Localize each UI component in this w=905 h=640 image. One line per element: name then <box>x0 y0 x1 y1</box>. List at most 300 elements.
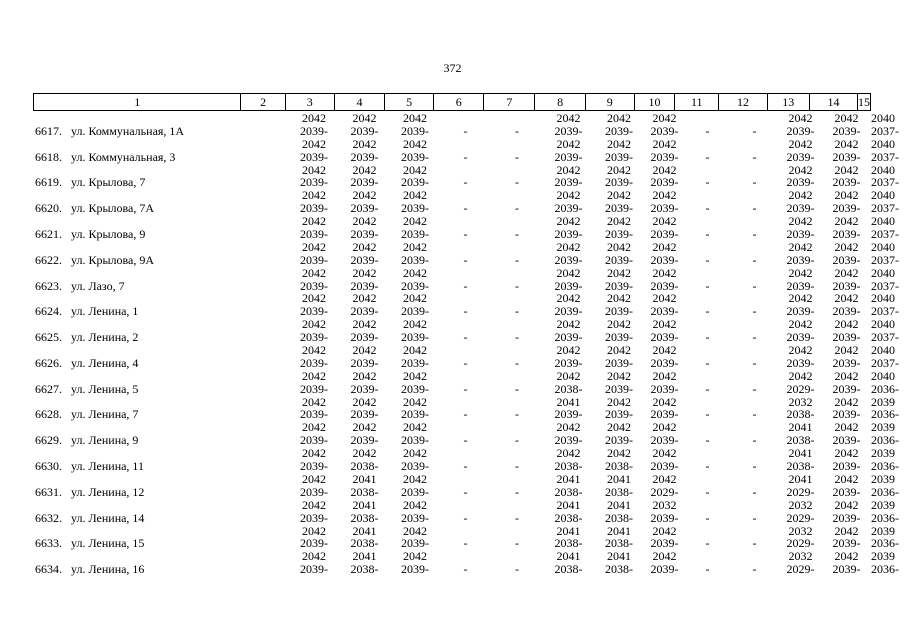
cell-col-10: 2042 <box>652 111 677 125</box>
cell-col-10: 2042 <box>652 188 677 203</box>
cell-col-4: 2039- <box>350 201 379 216</box>
cell-col-3: 2039- <box>300 175 328 190</box>
cell-col-5: 2042 <box>403 343 427 358</box>
cell-col-3: 2039- <box>300 433 328 448</box>
table-row <box>33 484 899 499</box>
table-row-continuation <box>33 188 895 203</box>
cell-col-4: 2039- <box>350 330 379 345</box>
cell-col-6: - <box>463 355 468 370</box>
cell-col-12: - <box>752 536 757 551</box>
cell-col-4: 2039- <box>350 407 379 422</box>
cell-col-5: 2042 <box>403 291 427 306</box>
cell-col-5: 2039- <box>401 355 429 370</box>
cell-col-9: 2041 <box>607 497 631 512</box>
address-name: ул. Ленина, 11 <box>71 459 144 474</box>
table-row <box>33 355 899 370</box>
cell-col-15: 2040 <box>871 265 895 280</box>
cell-col-13: 2038- <box>786 459 815 474</box>
cell-col-15: 2037- <box>871 304 899 319</box>
cell-col-3: 2039- <box>300 149 328 164</box>
cell-col-15: 2037- <box>871 149 899 164</box>
cell-col-13: 2042 <box>788 317 813 332</box>
cell-col-13: 2032 <box>788 523 813 538</box>
cell-col-10: 2039- <box>650 536 679 551</box>
cell-col-10: 2042 <box>652 291 677 306</box>
cell-col-11: - <box>705 433 710 448</box>
cell-col-11: - <box>705 304 710 319</box>
cell-col-3: 2039- <box>300 330 328 345</box>
cell-col-6: - <box>463 381 468 396</box>
cell-col-8: 2042 <box>556 446 581 461</box>
cell-col-12: - <box>752 484 757 499</box>
cell-col-13: 2032 <box>788 394 813 409</box>
cell-col-11: - <box>705 381 710 396</box>
cell-col-10: 2042 <box>652 136 677 151</box>
cell-col-5: 2042 <box>403 188 427 203</box>
cell-col-15: 2037- <box>871 201 899 216</box>
cell-col-14: 2042 <box>834 291 859 306</box>
cell-col-9: 2039- <box>605 252 633 267</box>
table-row <box>33 407 899 422</box>
cell-col-6: - <box>463 149 468 164</box>
address-name: ул. Ленина, 7 <box>71 407 139 422</box>
cell-col-6: - <box>463 433 468 448</box>
cell-col-8: 2042 <box>556 188 581 203</box>
cell-col-12: - <box>752 330 757 345</box>
table-row <box>33 175 899 190</box>
cell-col-6: - <box>463 510 468 525</box>
cell-col-8: 2039- <box>554 123 583 138</box>
cell-col-12: - <box>752 304 757 319</box>
cell-col-5: 2039- <box>401 562 429 577</box>
cell-col-8: 2039- <box>554 149 583 164</box>
cell-col-8: 2041 <box>556 497 581 512</box>
table-row <box>33 536 899 551</box>
cell-col-15: 2039 <box>871 523 895 538</box>
table-row-continuation <box>33 471 895 486</box>
cell-col-3: 2042 <box>302 394 326 409</box>
cell-col-15: 2037- <box>871 123 899 138</box>
cell-col-5: 2042 <box>403 265 427 280</box>
cell-col-5: 2042 <box>403 317 427 332</box>
cell-col-9: 2039- <box>605 227 633 242</box>
cell-col-10: 2039- <box>650 330 679 345</box>
table-row <box>33 330 899 345</box>
cell-col-6: - <box>463 459 468 474</box>
cell-col-9: 2042 <box>607 136 631 151</box>
cell-col-11: - <box>705 536 710 551</box>
cell-col-3: 2039- <box>300 407 328 422</box>
cell-col-14: 2039- <box>832 330 861 345</box>
cell-col-13: 2042 <box>788 265 813 280</box>
cell-col-13: 2029- <box>786 562 815 577</box>
cell-col-11: - <box>705 484 710 499</box>
cell-col-15: 2040 <box>871 136 895 151</box>
cell-col-9: 2039- <box>605 304 633 319</box>
cell-col-8: 2041 <box>556 471 581 486</box>
cell-col-3: 2042 <box>302 214 326 229</box>
row-number: 6631. <box>35 484 62 499</box>
cell-col-9: 2039- <box>605 201 633 216</box>
cell-col-8: 2042 <box>556 368 581 383</box>
cell-col-14: 2042 <box>834 111 859 125</box>
header-cell-col-13: 13 <box>768 94 810 110</box>
cell-col-12: - <box>752 278 757 293</box>
cell-col-7: - <box>515 252 519 267</box>
cell-col-7: - <box>515 459 519 474</box>
cell-col-15: 2039 <box>871 420 895 435</box>
cell-col-8: 2042 <box>556 239 581 254</box>
table-row <box>33 252 899 267</box>
cell-col-15: 2040 <box>871 317 895 332</box>
cell-col-5: 2039- <box>401 252 429 267</box>
cell-col-13: 2042 <box>788 111 813 125</box>
cell-col-14: 2039- <box>832 123 861 138</box>
table-row <box>33 278 899 293</box>
cell-col-13: 2039- <box>786 123 815 138</box>
cell-col-14: 2042 <box>834 471 859 486</box>
cell-col-3: 2039- <box>300 381 328 396</box>
cell-col-12: - <box>752 510 757 525</box>
cell-col-15: 2036- <box>871 433 899 448</box>
cell-col-3: 2042 <box>302 317 326 332</box>
cell-col-14: 2039- <box>832 433 861 448</box>
cell-col-7: - <box>515 536 519 551</box>
cell-col-5: 2042 <box>403 214 427 229</box>
cell-col-4: 2042 <box>352 317 377 332</box>
cell-col-10: 2039- <box>650 201 679 216</box>
cell-col-5: 2039- <box>401 123 429 138</box>
cell-col-5: 2042 <box>403 523 427 538</box>
cell-col-13: 2042 <box>788 239 813 254</box>
row-number: 6621. <box>35 227 62 242</box>
cell-col-13: 2029- <box>786 484 815 499</box>
cell-col-10: 2039- <box>650 510 679 525</box>
table-row-continuation <box>33 343 895 358</box>
cell-col-15: 2040 <box>871 188 895 203</box>
cell-col-8: 2039- <box>554 433 583 448</box>
cell-col-4: 2042 <box>352 111 377 125</box>
cell-col-13: 2039- <box>786 278 815 293</box>
cell-col-14: 2042 <box>834 343 859 358</box>
cell-col-6: - <box>463 330 468 345</box>
cell-col-12: - <box>752 252 757 267</box>
cell-col-13: 2042 <box>788 162 813 177</box>
cell-col-15: 2037- <box>871 355 899 370</box>
cell-col-4: 2041 <box>352 523 377 538</box>
cell-col-5: 2039- <box>401 407 429 422</box>
table-row-continuation <box>33 523 895 538</box>
cell-col-4: 2038- <box>350 510 379 525</box>
cell-col-5: 2039- <box>401 484 429 499</box>
cell-col-6: - <box>463 123 468 138</box>
cell-col-13: 2029- <box>786 536 815 551</box>
row-number: 6626. <box>35 355 62 370</box>
cell-col-9: 2039- <box>605 407 633 422</box>
cell-col-4: 2038- <box>350 536 379 551</box>
cell-col-14: 2042 <box>834 188 859 203</box>
table-row-continuation <box>33 394 895 409</box>
header-cell-col-14: 14 <box>810 94 858 110</box>
cell-col-14: 2039- <box>832 201 861 216</box>
row-number: 6628. <box>35 407 62 422</box>
cell-col-8: 2039- <box>554 304 583 319</box>
cell-col-3: 2039- <box>300 304 328 319</box>
cell-col-13: 2032 <box>788 497 813 512</box>
table-row-continuation <box>33 162 895 177</box>
cell-col-5: 2039- <box>401 304 429 319</box>
cell-col-15: 2036- <box>871 484 899 499</box>
cell-col-3: 2042 <box>302 420 326 435</box>
row-number: 6625. <box>35 330 62 345</box>
cell-col-9: 2041 <box>607 471 631 486</box>
cell-col-8: 2042 <box>556 343 581 358</box>
cell-col-3: 2042 <box>302 549 326 564</box>
cell-col-13: 2039- <box>786 227 815 242</box>
cell-col-4: 2041 <box>352 497 377 512</box>
header-cell-col-8: 8 <box>535 94 585 110</box>
cell-col-12: - <box>752 175 757 190</box>
cell-col-7: - <box>515 562 519 577</box>
cell-col-14: 2042 <box>834 162 859 177</box>
cell-col-4: 2039- <box>350 175 379 190</box>
cell-col-12: - <box>752 123 757 138</box>
table-row <box>33 123 899 138</box>
cell-col-9: 2042 <box>607 446 631 461</box>
cell-col-12: - <box>752 149 757 164</box>
table-row-continuation <box>33 239 895 254</box>
cell-col-15: 2040 <box>871 111 895 125</box>
cell-col-13: 2039- <box>786 201 815 216</box>
cell-col-8: 2039- <box>554 330 583 345</box>
cell-col-9: 2038- <box>605 536 633 551</box>
cell-col-9: 2039- <box>605 381 633 396</box>
row-number: 6634. <box>35 562 62 577</box>
row-number: 6627. <box>35 381 62 396</box>
cell-col-3: 2042 <box>302 162 326 177</box>
cell-col-3: 2039- <box>300 562 328 577</box>
cell-col-5: 2039- <box>401 536 429 551</box>
cell-col-12: - <box>752 201 757 216</box>
table-row <box>33 304 899 319</box>
table-row-continuation <box>33 549 895 564</box>
cell-col-14: 2039- <box>832 536 861 551</box>
cell-col-14: 2042 <box>834 317 859 332</box>
table-row <box>33 459 899 474</box>
row-number: 6630. <box>35 459 62 474</box>
cell-col-3: 2042 <box>302 291 326 306</box>
address-name: ул. Ленина, 12 <box>71 484 145 499</box>
cell-col-9: 2038- <box>605 459 633 474</box>
cell-col-4: 2042 <box>352 343 377 358</box>
cell-col-4: 2042 <box>352 239 377 254</box>
cell-col-12: - <box>752 562 757 577</box>
cell-col-3: 2042 <box>302 239 326 254</box>
cell-col-7: - <box>515 433 519 448</box>
cell-col-10: 2042 <box>652 394 677 409</box>
cell-col-15: 2037- <box>871 252 899 267</box>
row-number: 6618. <box>35 149 62 164</box>
cell-col-9: 2042 <box>607 420 631 435</box>
cell-col-9: 2042 <box>607 343 631 358</box>
cell-col-4: 2038- <box>350 562 379 577</box>
cell-col-10: 2042 <box>652 446 677 461</box>
cell-col-9: 2038- <box>605 510 633 525</box>
cell-col-3: 2039- <box>300 510 328 525</box>
header-cell-col-9: 9 <box>586 94 635 110</box>
cell-col-13: 2042 <box>788 214 813 229</box>
cell-col-14: 2042 <box>834 394 859 409</box>
header-cell-col-4: 4 <box>335 94 385 110</box>
cell-col-4: 2042 <box>352 368 377 383</box>
cell-col-4: 2042 <box>352 136 377 151</box>
cell-col-13: 2041 <box>788 420 813 435</box>
cell-col-10: 2039- <box>650 175 679 190</box>
row-number: 6623. <box>35 278 62 293</box>
cell-col-13: 2039- <box>786 355 815 370</box>
cell-col-13: 2039- <box>786 175 815 190</box>
cell-col-7: - <box>515 510 519 525</box>
table-row <box>33 227 899 242</box>
cell-col-10: 2039- <box>650 407 679 422</box>
cell-col-11: - <box>705 201 710 216</box>
cell-col-5: 2039- <box>401 510 429 525</box>
cell-col-4: 2039- <box>350 278 379 293</box>
cell-col-4: 2042 <box>352 446 377 461</box>
cell-col-5: 2039- <box>401 149 429 164</box>
cell-col-4: 2042 <box>352 214 377 229</box>
cell-col-10: 2042 <box>652 523 677 538</box>
cell-col-5: 2042 <box>403 111 427 125</box>
cell-col-9: 2041 <box>607 549 631 564</box>
address-name: ул. Крылова, 9 <box>71 227 146 242</box>
cell-col-6: - <box>463 278 468 293</box>
cell-col-15: 2036- <box>871 510 899 525</box>
cell-col-12: - <box>752 433 757 448</box>
cell-col-13: 2042 <box>788 368 813 383</box>
row-number: 6632. <box>35 510 62 525</box>
address-name: ул. Ленина, 14 <box>71 510 145 525</box>
cell-col-10: 2039- <box>650 562 679 577</box>
row-number: 6617. <box>35 123 62 138</box>
cell-col-3: 2042 <box>302 446 326 461</box>
cell-col-13: 2029- <box>786 381 815 396</box>
cell-col-5: 2039- <box>401 227 429 242</box>
cell-col-4: 2042 <box>352 265 377 280</box>
cell-col-11: - <box>705 407 710 422</box>
cell-col-14: 2042 <box>834 239 859 254</box>
cell-col-9: 2042 <box>607 111 631 125</box>
cell-col-15: 2037- <box>871 227 899 242</box>
cell-col-13: 2042 <box>788 136 813 151</box>
cell-col-13: 2041 <box>788 471 813 486</box>
address-name: ул. Крылова, 9А <box>71 252 155 267</box>
cell-col-10: 2042 <box>652 343 677 358</box>
cell-col-4: 2038- <box>350 459 379 474</box>
header-cell-col-2: 2 <box>241 94 285 110</box>
cell-col-4: 2039- <box>350 123 379 138</box>
cell-col-9: 2042 <box>607 291 631 306</box>
table-row-continuation <box>33 291 895 306</box>
address-name: ул. Ленина, 9 <box>71 433 139 448</box>
cell-col-3: 2042 <box>302 471 326 486</box>
cell-col-8: 2042 <box>556 162 581 177</box>
cell-col-6: - <box>463 407 468 422</box>
cell-col-10: 2042 <box>652 162 677 177</box>
cell-col-11: - <box>705 510 710 525</box>
cell-col-10: 2042 <box>652 368 677 383</box>
cell-col-3: 2042 <box>302 497 326 512</box>
cell-col-7: - <box>515 175 519 190</box>
header-cell-col-10: 10 <box>635 94 675 110</box>
cell-col-13: 2038- <box>786 433 815 448</box>
cell-col-4: 2042 <box>352 188 377 203</box>
cell-col-3: 2039- <box>300 459 328 474</box>
cell-col-5: 2042 <box>403 136 427 151</box>
cell-col-14: 2039- <box>832 175 861 190</box>
cell-col-8: 2041 <box>556 549 581 564</box>
cell-col-14: 2042 <box>834 265 859 280</box>
cell-col-3: 2039- <box>300 536 328 551</box>
cell-col-10: 2039- <box>650 381 679 396</box>
cell-col-8: 2038- <box>554 510 583 525</box>
cell-col-8: 2039- <box>554 201 583 216</box>
header-cell-col-3: 3 <box>286 94 335 110</box>
cell-col-15: 2040 <box>871 162 895 177</box>
cell-col-10: 2042 <box>652 214 677 229</box>
cell-col-9: 2041 <box>607 523 631 538</box>
table-row-continuation <box>33 420 895 435</box>
header-cell-col-12: 12 <box>719 94 767 110</box>
cell-col-8: 2042 <box>556 291 581 306</box>
row-number: 6619. <box>35 175 62 190</box>
cell-col-15: 2040 <box>871 291 895 306</box>
cell-col-4: 2039- <box>350 227 379 242</box>
cell-col-7: - <box>515 484 519 499</box>
cell-col-3: 2042 <box>302 523 326 538</box>
cell-col-4: 2039- <box>350 304 379 319</box>
cell-col-15: 2037- <box>871 330 899 345</box>
cell-col-4: 2042 <box>352 162 377 177</box>
cell-col-4: 2042 <box>352 291 377 306</box>
cell-col-14: 2039- <box>832 304 861 319</box>
cell-col-14: 2042 <box>834 136 859 151</box>
table-row-continuation <box>33 446 895 461</box>
cell-col-7: - <box>515 201 519 216</box>
cell-col-12: - <box>752 381 757 396</box>
cell-col-10: 2029- <box>650 484 679 499</box>
cell-col-9: 2042 <box>607 162 631 177</box>
cell-col-13: 2032 <box>788 549 813 564</box>
cell-col-10: 2042 <box>652 317 677 332</box>
cell-col-5: 2039- <box>401 175 429 190</box>
cell-col-6: - <box>463 484 468 499</box>
cell-col-15: 2040 <box>871 343 895 358</box>
cell-col-5: 2039- <box>401 201 429 216</box>
cell-col-14: 2039- <box>832 227 861 242</box>
cell-col-9: 2042 <box>607 265 631 280</box>
row-number: 6633. <box>35 536 62 551</box>
cell-col-6: - <box>463 175 468 190</box>
cell-col-12: - <box>752 355 757 370</box>
cell-col-4: 2038- <box>350 484 379 499</box>
cell-col-3: 2039- <box>300 484 328 499</box>
cell-col-3: 2042 <box>302 111 326 125</box>
row-number: 6629. <box>35 433 62 448</box>
table-row-continuation <box>33 265 895 280</box>
cell-col-5: 2039- <box>401 330 429 345</box>
cell-col-8: 2042 <box>556 214 581 229</box>
